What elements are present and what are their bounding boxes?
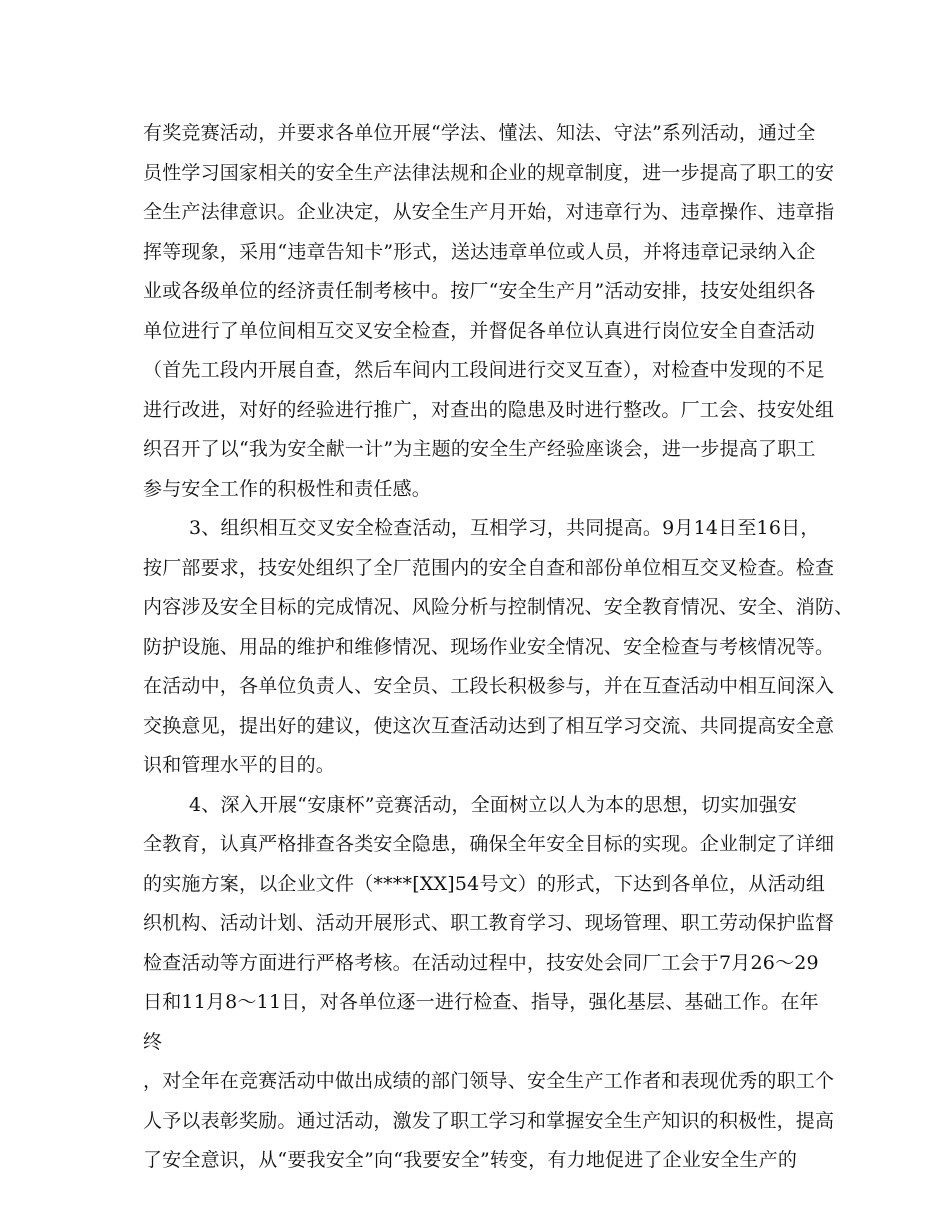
text-line: 检查活动等方面进行严格考核。在活动过程中，技安处会同厂工会于7月26～29: [143, 951, 819, 974]
text-line: 按厂部要求，技安处组织了全厂范围内的安全自查和部份单位相互交叉检查。检查: [143, 556, 835, 579]
text-line: 人予以表彰奖励。通过活动，激发了职工学习和掌握安全生产知识的积极性，提高: [143, 1109, 835, 1132]
text-line: 日和11月8～11日，对各单位逐一进行检查、指导，强化基层、基础工作。在年: [143, 991, 819, 1013]
text-line: 的实施方案，以企业文件（****[XX]54号文）的形式，下达到各单位，从活动组: [143, 872, 826, 895]
text-line: 全教育，认真严格排查各类安全隐患，确保全年安全目标的实现。企业制定了详细: [143, 833, 835, 855]
text-line: 进行改进，对好的经验进行推广，对查出的隐患及时进行整改。厂工会、技安处组: [143, 398, 835, 421]
text-line: 有奖竞赛活动，并要求各单位开展“学法、懂法、知法、守法”系列活动，通过全: [143, 122, 816, 144]
text-line: 识和管理水平的目的。: [143, 754, 336, 776]
paragraph-4-start: 4、深入开展“安康杯”竞赛活动，全面树立以人为本的思想，切实加强安: [189, 793, 798, 816]
text-line: 内容涉及安全目标的完成情况、风险分析与控制情况、安全教育情况、安全、消防、: [143, 596, 854, 618]
text-line: 了安全意识，从“要我安全”向“我要安全”转变，有力地促进了企业安全生产的: [143, 1149, 798, 1171]
paragraph-3-start: 3、组织相互交叉安全检查活动，互相学习，共同提高。9月14日至16日，: [189, 517, 820, 539]
text-line: 业或各级单位的经济责任制考核中。按厂“安全生产月”活动安排，技安处组织各: [143, 280, 816, 302]
text-line: 终: [143, 1030, 163, 1053]
text-line: 员性学习国家相关的安全生产法律法规和企业的规章制度，进一步提高了职工的安: [143, 161, 835, 184]
body-text: [143, 114, 854, 1181]
text-line: 织机构、活动计划、活动开展形式、职工教育学习、现场管理、职工劳动保护监督: [143, 912, 835, 934]
text-line: ，对全年在竞赛活动中做出成绩的部门领导、安全生产工作者和表现优秀的职工个: [143, 1070, 835, 1092]
text-line: 挥等现象，采用“违章告知卡”形式，送达违章单位或人员，并将违章记录纳入企: [143, 240, 816, 263]
text-line: （首先工段内开展自查，然后车间内工段间进行交叉互查），对检查中发现的不足: [143, 359, 825, 381]
text-line: 参与安全工作的积极性和责任感。: [143, 477, 432, 500]
text-line: 防护设施、用品的维护和维修情况、现场作业安全情况、安全检查与考核情况等。: [143, 635, 835, 658]
text-line: 单位进行了单位间相互交叉安全检查，并督促各单位认真进行岗位安全自查活动: [143, 319, 816, 342]
text-line: 全生产法律意识。企业决定，从安全生产月开始，对违章行为、违章操作、违章指: [143, 201, 835, 223]
text-line: 在活动中，各单位负责人、安全员、工段长积极参与，并在互查活动中相互间深入: [143, 675, 835, 697]
text-line: 织召开了以“我为安全献一计”为主题的安全生产经验座谈会，进一步提高了职工: [143, 438, 816, 460]
text-line: 交换意见，提出好的建议，使这次互查活动达到了相互学习交流、共同提高安全意: [143, 714, 835, 737]
